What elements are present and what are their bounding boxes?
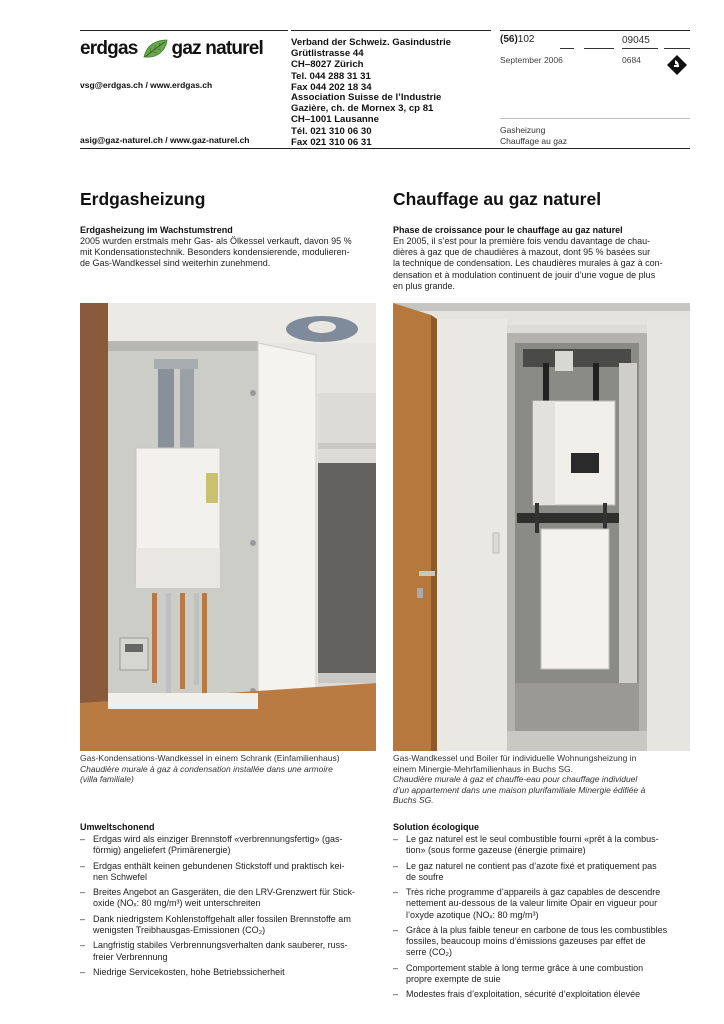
body-line: En 2005, il s’est pour la première fois vendu davantage de chau-: [393, 236, 651, 246]
caption-fr: (villa familiale): [80, 774, 134, 784]
top-rule-right: [500, 30, 690, 31]
list-line: Erdgas enthält keinen gebundenen Stickstoff und praktisch kei-: [93, 860, 345, 871]
assoc-line: Verband der Schweiz. Gasindustrie: [291, 37, 451, 48]
list-line: nettement au-dessous de la valeur limite Opair en vigueur pour: [406, 898, 658, 909]
list-line: Très riche programme d’appareils à gaz capables de descendre: [406, 887, 661, 898]
doc-number-value: 102: [517, 34, 535, 45]
assoc-line: Grütlistrasse 44: [291, 48, 364, 60]
list-item: [80, 914, 380, 936]
tick: [664, 48, 690, 49]
subtitle-de: Erdgasheizung im Wachstumstrend: [80, 225, 233, 235]
web-fr[interactable]: asig@gaz-naturel.ch / www.gaz-naturel.ch: [80, 135, 250, 145]
list-item: [80, 940, 380, 962]
list-item: [80, 967, 380, 978]
body-line: de Gas-Wandkessel sind weiterhin zunehmend.: [80, 258, 271, 269]
topic-de: Gasheizung: [500, 125, 546, 135]
doc-code: 09045: [622, 35, 650, 46]
logo-word-left: erdgas: [80, 38, 138, 59]
doc-code-2: 0684: [622, 55, 641, 65]
doc-series: (56): [500, 34, 518, 45]
list-line: wenigsten Treibhausgas-Emissionen (CO₂): [93, 924, 266, 935]
title-de: Erdgasheizung: [80, 189, 206, 209]
web-de[interactable]: vsg@erdgas.ch / www.erdgas.ch: [80, 80, 213, 90]
top-rule-mid: [291, 30, 491, 31]
assoc-line: CH–8027 Zürich: [291, 59, 364, 71]
leaf-icon: [141, 38, 169, 60]
list-title-fr: Solution écologique: [393, 822, 479, 832]
list-item: [393, 887, 693, 921]
list-item: [80, 834, 380, 856]
list-item: [80, 861, 380, 883]
photo-boiler-and-water-heater: [393, 303, 690, 751]
header-bottom-rule: [80, 148, 690, 149]
list-line: de soufre: [406, 871, 444, 882]
list-line: Modestes frais d’exploitation, sécurité d’exploitation élevée: [406, 989, 641, 1000]
assoc-line: CH–1001 Lausanne: [291, 114, 379, 126]
list-line: oxide (NOₓ: 80 mg/m³) weit unterschreiten: [93, 898, 261, 909]
caption-de: einem Minergie-Mehrfamilienhaus in Buchs SG.: [393, 763, 573, 774]
caption-fr: Buchs SG.: [393, 795, 434, 805]
photo-wall-boiler-cabinet: [80, 303, 376, 751]
topic-fr: Chauffage au gaz: [500, 135, 567, 146]
logo-word-right: gaz naturel: [171, 38, 264, 59]
list-line: Breites Angebot an Gasgeräten, die den LRV-Grenzwert für Stick-: [93, 887, 355, 898]
list-line: Dank niedrigstem Kohlenstoffgehalt aller fossilen Brennstoffe am: [93, 913, 351, 924]
list-item: [393, 963, 693, 985]
association-de: [291, 37, 491, 93]
tick: [560, 48, 574, 49]
body-line: densation et à modulation continuent de jouir d’une vogue de plus: [393, 269, 656, 280]
list-line: Niedrige Servicekosten, hohe Betriebssicherheit: [93, 966, 285, 977]
gas-flame-diamond-icon: [667, 55, 687, 75]
list-line: tion» (sous forme gazeuse (énergie primaire): [406, 845, 586, 856]
title-fr: Chauffage au gaz naturel: [393, 189, 602, 209]
assoc-line: Tel. 044 288 31 31: [291, 70, 371, 82]
topic: [500, 125, 567, 146]
list-line: serre (CO₂): [406, 947, 452, 958]
assoc-line: Fax 021 310 06 31: [291, 136, 372, 148]
caption-left: [80, 753, 380, 785]
caption-fr: d’un appartement dans une maison plurifamiliale Minergie édifiée à: [393, 784, 646, 795]
list-line: propre exempte de suie: [406, 973, 501, 984]
body-line: dières à gaz que de chaudières à mazout, dont 95 % basées sur: [393, 247, 651, 258]
intro-fr: [393, 236, 693, 292]
list-line: Langfristig stabiles Verbrennungsverhalten dank sauberer, russ-: [93, 940, 348, 951]
list-line: Grâce à la plus faible teneur en carbone de tous les combustibles: [406, 924, 668, 935]
list-line: förmig) angeliefert (Primärenergie): [93, 845, 231, 856]
list-title-de: Umweltschonend: [80, 822, 155, 832]
body-line: 2005 wurden erstmals mehr Gas- als Ölkessel verkauft, davon 95 %: [80, 236, 352, 246]
assoc-line: Tél. 021 310 06 30: [291, 125, 372, 137]
list-item: [393, 861, 693, 883]
list-line: Erdgas wird als einziger Brennstoff «verbrennungsfertig» (gas-: [93, 834, 343, 844]
list-line: l’oxyde azotique (NOₓ: 80 mg/m³): [406, 909, 539, 920]
assoc-line: Fax 044 202 18 34: [291, 81, 372, 93]
assoc-line: Gazière, ch. de Mornex 3, cp 81: [291, 103, 434, 115]
subtitle-fr: Phase de croissance pour le chauffage au gaz naturel: [393, 225, 623, 235]
list-line: fossiles, beaucoup moins d’émissions gazeuses par effet de: [406, 936, 646, 947]
intro-de: [80, 236, 380, 270]
list-fr: [393, 834, 693, 1005]
list-item: [393, 834, 693, 856]
list-line: nen Schwefel: [93, 871, 148, 882]
assoc-line: Association Suisse de l’Industrie: [291, 92, 442, 103]
header-right-rule: [500, 118, 690, 119]
list-line: Comportement stable à long terme grâce à une combustion: [406, 962, 644, 973]
tick: [584, 48, 614, 49]
list-de: [80, 834, 380, 982]
caption-de: Gas-Kondensations-Wandkessel in einem Schrank (Einfamilienhaus): [80, 753, 340, 763]
association-fr: [291, 92, 491, 148]
list-item: [393, 989, 693, 1000]
body-line: mit Kondensationstechnik. Besonders kondensierende, modulieren-: [80, 247, 350, 258]
doc-date: September 2006: [500, 55, 563, 65]
doc-number: [500, 34, 534, 45]
list-item: [393, 925, 693, 959]
list-line: Le gaz naturel ne contient pas d’azote fixé et pratiquement pas: [406, 860, 657, 871]
caption-right: [393, 753, 693, 806]
top-rule: [80, 30, 288, 31]
caption-fr: Chaudière murale à gaz à condensation installée dans une armoire: [80, 763, 333, 774]
tick: [622, 48, 658, 49]
erdgas-logo: [80, 37, 280, 61]
caption-de: Gas-Wandkessel und Boiler für individuelle Wohnungsheizung in: [393, 753, 637, 763]
body-line: en plus grande.: [393, 280, 456, 291]
list-item: [80, 887, 380, 909]
body-line: la technique de condensation. Les chaudières murales à gaz à con-: [393, 258, 663, 269]
list-line: Le gaz naturel est le seul combustible fourni «prêt à la combus-: [406, 834, 659, 844]
caption-fr: Chaudière murale à gaz et chauffe-eau pour chauffage individuel: [393, 774, 638, 784]
list-line: freier Verbrennung: [93, 951, 168, 962]
